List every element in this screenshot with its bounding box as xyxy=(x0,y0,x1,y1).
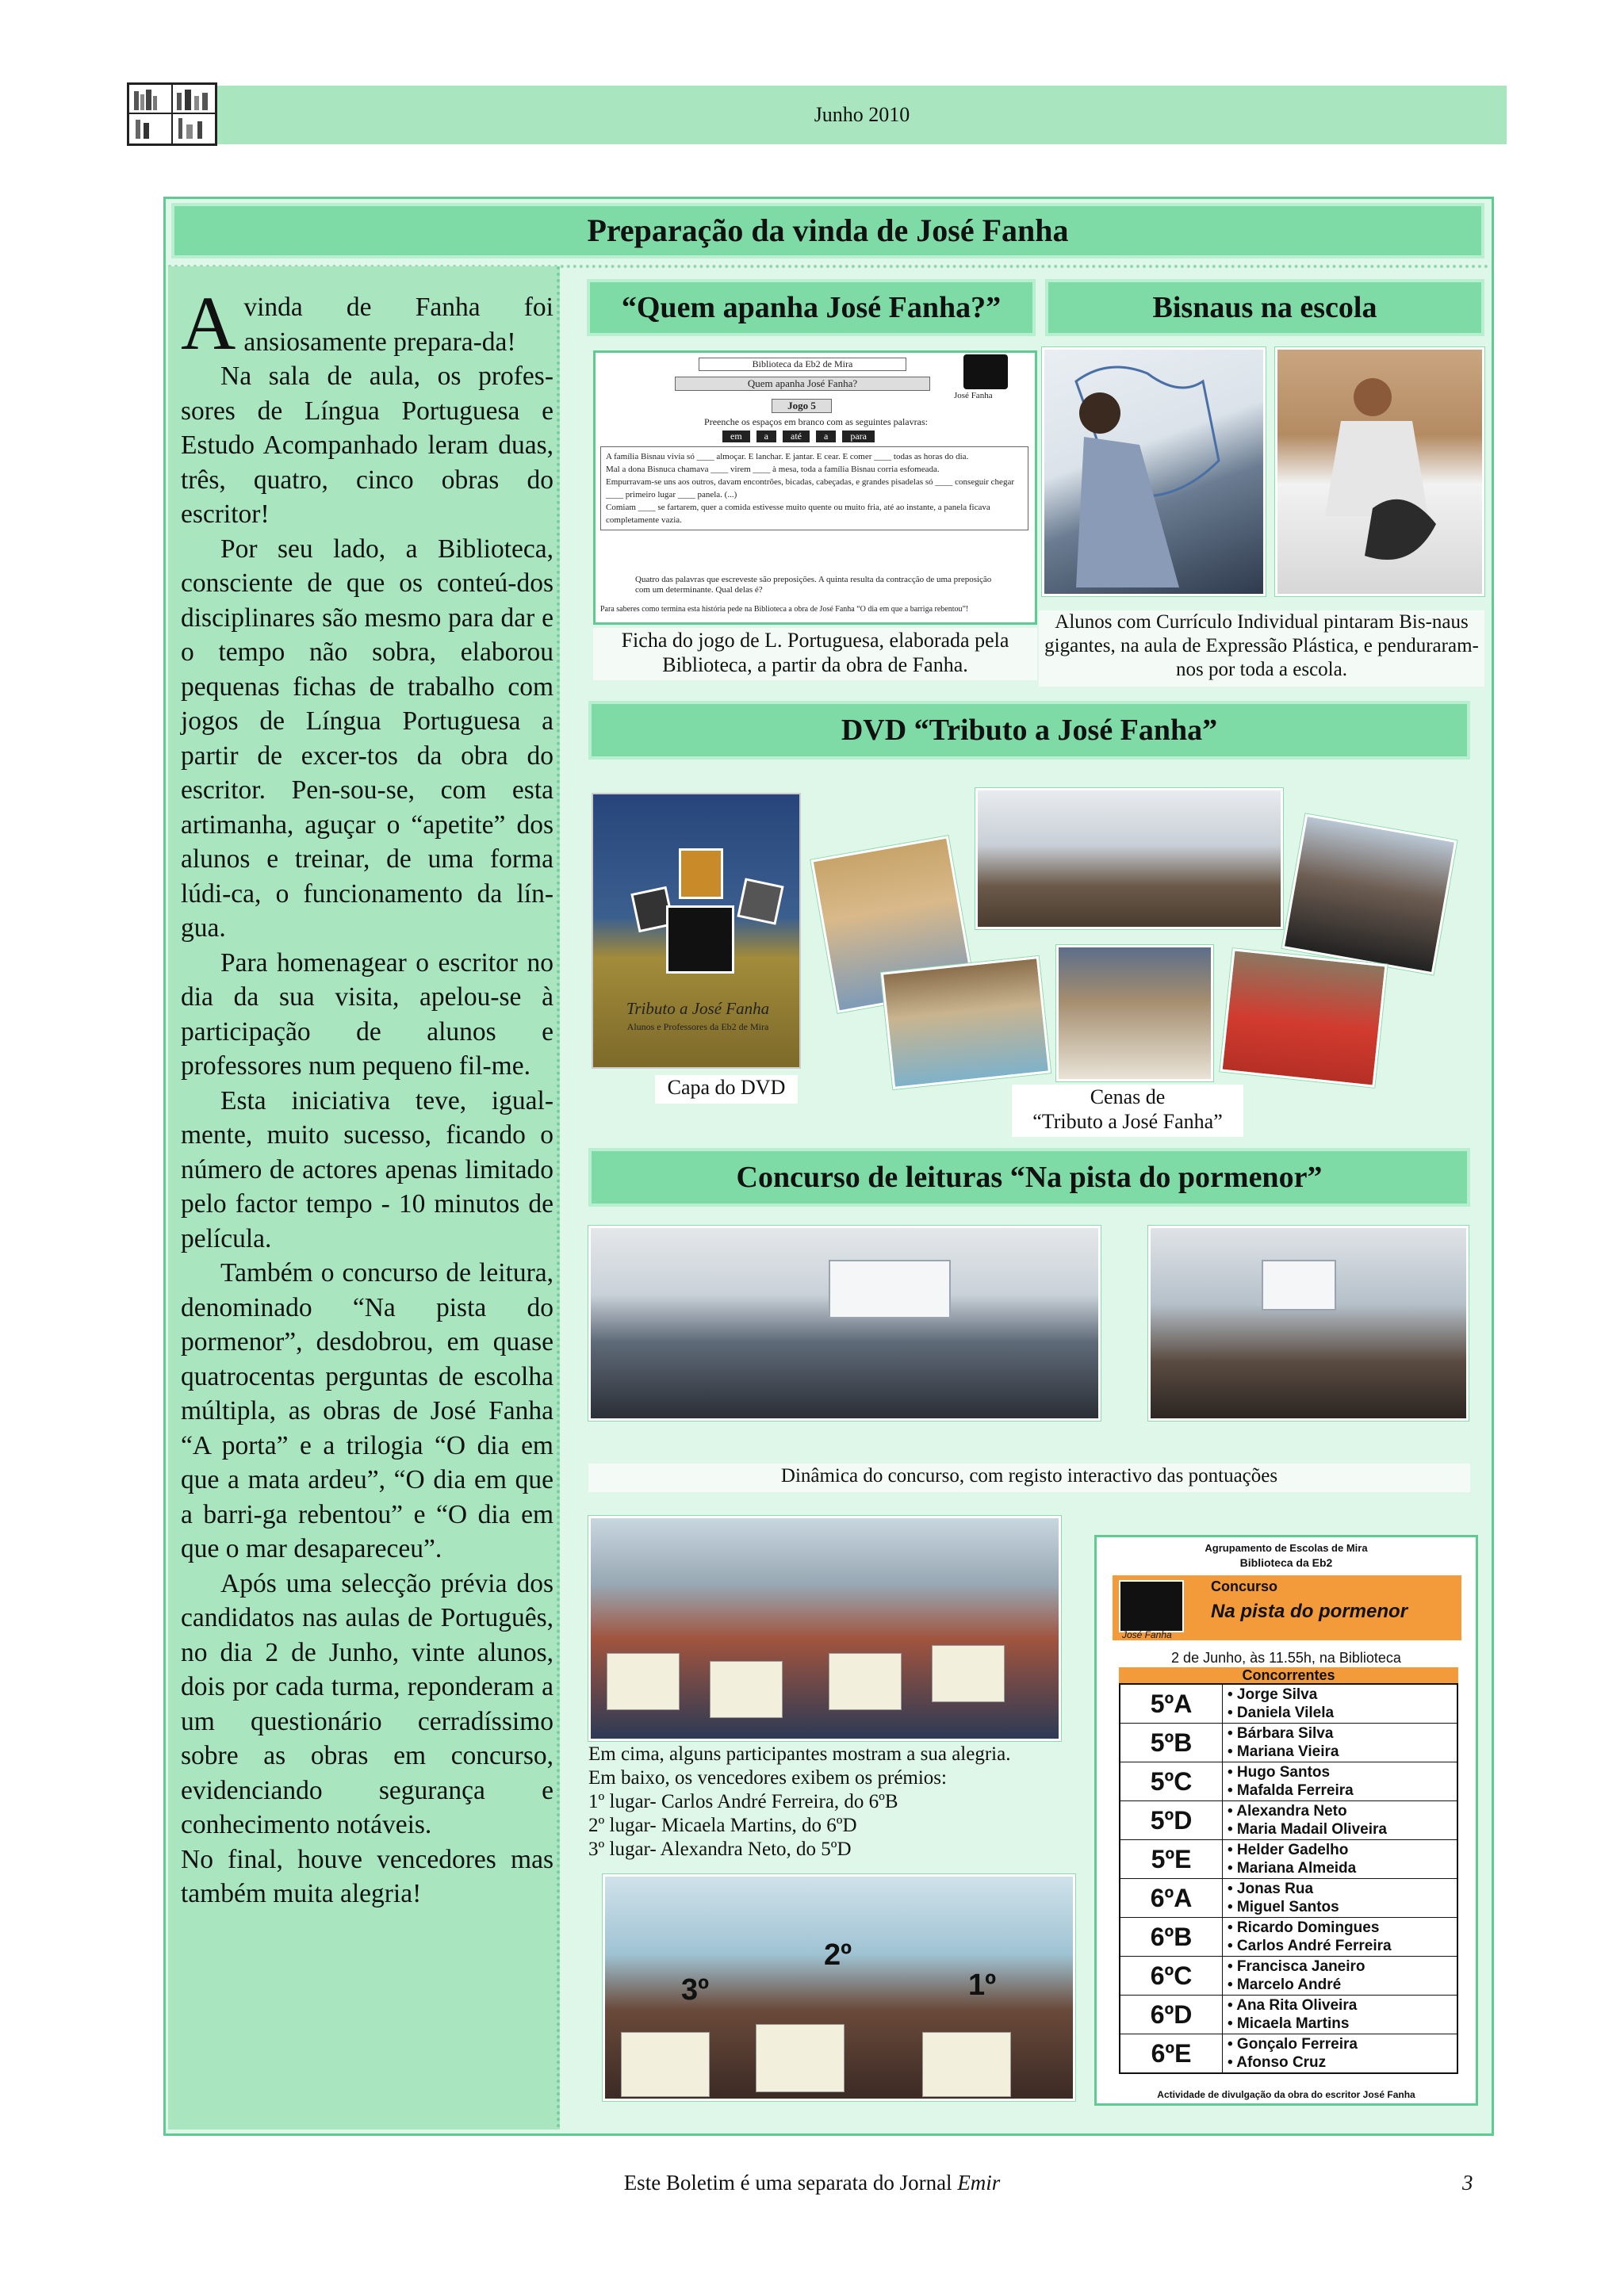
podium-third: 3º xyxy=(681,1973,710,2007)
contestant-names xyxy=(1223,1957,1457,1995)
photo-scene-girl-2 xyxy=(1056,945,1213,1081)
caption-line: 1º lugar- Carlos André Ferreira, do 6ºB xyxy=(588,1791,898,1812)
projection-screen xyxy=(829,1260,951,1318)
worksheet-instruction: Preenche os espaços em branco com as seguintes palavras: xyxy=(704,416,928,427)
word-bank xyxy=(722,430,929,442)
contestant-name: • Francisca Janeiro xyxy=(1228,1958,1365,1975)
poster-banner xyxy=(1113,1575,1461,1640)
diploma xyxy=(710,1661,783,1718)
poster-author: José Fanha xyxy=(1122,1629,1172,1640)
turma-label: 6ºB xyxy=(1120,1918,1223,1956)
caption-bisnaus: Alunos com Currículo Individual pintaram Bis-naus gigantes, na aula de Expressão Plástica, e penduraram-nos por toda a escola. xyxy=(1039,610,1484,687)
caption-dvd-cover: Capa do DVD xyxy=(655,1075,798,1104)
poster-footer: Actividade de divulgação da obra do escritor José Fanha xyxy=(1157,2089,1415,2100)
poster-name: Na pista do pormenor xyxy=(1211,1601,1408,1622)
caption-line: Cenas de xyxy=(1090,1085,1166,1108)
contestant-name: • Ana Rita Oliveira xyxy=(1228,1997,1358,2014)
dvd-thumb xyxy=(679,848,723,899)
worksheet-game: Jogo 5 xyxy=(772,399,832,413)
diploma xyxy=(607,1653,680,1710)
contestant-name: • Alexandra Neto xyxy=(1228,1803,1347,1820)
worksheet-question: Quatro das palavras que escreveste são preposições. A quinta resulta da contracção de uma preposição com um determinante. Qual delas é? xyxy=(635,575,992,595)
author-portrait xyxy=(963,354,1008,389)
photo-bisnau-painting-2 xyxy=(1275,347,1484,596)
contestant-row xyxy=(1120,1956,1457,1995)
caption-line: Em baixo, os vencedores exibem os prémios: xyxy=(588,1767,947,1789)
turma-label: 5ºA xyxy=(1120,1685,1223,1723)
contestant-name: • Mariana Vieira xyxy=(1228,1743,1339,1760)
contestant-name: • Afonso Cruz xyxy=(1228,2054,1327,2071)
page-footer xyxy=(0,2171,1624,2195)
diploma xyxy=(922,2032,1011,2097)
diploma xyxy=(756,2024,845,2092)
footer-journal: Emir xyxy=(957,2171,1001,2195)
worksheet-line: Empurravam-se uns aos outros, davam encontrões, bicadas, cabeçadas, e grandes pisadelas só ____ conseguir chegar ____ primeiro lugar ____ panela. (...) xyxy=(606,477,1014,499)
section-quem-apanha: “Quem apanha José Fanha?” xyxy=(587,279,1036,336)
photo-scene-boy xyxy=(1220,948,1387,1088)
article-paragraph: Também o concurso de leitura, denominado “Na pista do pormenor”, desdobrou, em quase quatrocentas perguntas de escolha múltipla, as obras de José Fanha “A porta” e a trilogia “O dia em que a mata ardeu”, “O dia em que a barri-ga rebentou” e “O dia em que o mar desapareceu”. xyxy=(181,1258,553,1563)
contestant-row xyxy=(1120,1839,1457,1878)
contestant-name: • Bárbara Silva xyxy=(1228,1725,1334,1742)
photo-scene-teachers xyxy=(975,788,1283,929)
diploma xyxy=(932,1645,1005,1702)
poster-header: Concorrentes xyxy=(1119,1667,1458,1683)
turma-label: 6ºE xyxy=(1120,2034,1223,2072)
word-chip: a xyxy=(816,430,836,442)
word-chip: em xyxy=(722,430,750,442)
worksheet-text xyxy=(600,446,1028,530)
photo-scene-girls xyxy=(1282,813,1457,974)
word-chip: para xyxy=(842,430,875,442)
article-paragraph: Avinda de Fanha foi ansiosamente prepara-da! xyxy=(181,281,553,365)
poster-label: Concurso xyxy=(1211,1578,1278,1594)
poster-org: Agrupamento de Escolas de Mira xyxy=(1205,1542,1368,1554)
contestant-name: • Marcelo André xyxy=(1228,1976,1342,1993)
contestant-row xyxy=(1120,1685,1457,1723)
contestants-table xyxy=(1119,1683,1458,2074)
contestant-name: • Carlos André Ferreira xyxy=(1228,1938,1392,1954)
contestant-name: • Daniela Vilela xyxy=(1228,1705,1335,1721)
caption-line: 3º lugar- Alexandra Neto, do 5ºD xyxy=(588,1839,852,1860)
contestant-names xyxy=(1223,1918,1457,1956)
caption-line: Em cima, alguns participantes mostram a sua alegria. xyxy=(588,1743,1011,1765)
turma-label: 6ºD xyxy=(1120,1996,1223,2034)
contestant-name: • Ricardo Domingues xyxy=(1228,1919,1380,1936)
contestant-name: • Micaela Martins xyxy=(1228,2015,1350,2032)
section-concurso: Concurso de leituras “Na pista do pormenor” xyxy=(588,1148,1470,1207)
page-number: 3 xyxy=(1462,2171,1473,2195)
caption-winners xyxy=(588,1743,1061,1862)
contestant-name: • Helder Gadelho xyxy=(1228,1842,1349,1858)
contestant-names xyxy=(1223,1724,1457,1762)
issue-date: Junho 2010 xyxy=(814,103,910,126)
photo-contest-room xyxy=(588,1226,1101,1421)
poster-date: 2 de Junho, às 11.55h, na Biblioteca xyxy=(1171,1650,1401,1666)
caption-line: 2º lugar- Micaela Martins, do 6ºD xyxy=(588,1815,857,1836)
photo-participants xyxy=(588,1516,1061,1741)
article-closing: No final, houve vencedores mas também muita alegria! xyxy=(181,1844,553,1908)
article-paragraph: Na sala de aula, os profes-sores de Língua Portuguesa e Estudo Acompanhado leram duas, três, quatro, cinco obras do escritor! xyxy=(181,362,553,529)
projection-screen xyxy=(1262,1260,1336,1311)
contestant-names xyxy=(1223,1685,1457,1723)
turma-label: 5ºD xyxy=(1120,1801,1223,1839)
contestant-row xyxy=(1120,2034,1457,2072)
contestant-row xyxy=(1120,1800,1457,1839)
podium-first: 1º xyxy=(968,1969,997,2002)
contestant-name: • Hugo Santos xyxy=(1228,1764,1331,1781)
contestant-row xyxy=(1120,1762,1457,1800)
worksheet-footnote: Para saberes como termina esta história pede na Biblioteca a obra de José Fanha “O dia em que a barriga rebentou”! xyxy=(600,605,969,614)
author-portrait xyxy=(666,905,734,974)
photo-winners xyxy=(603,1874,1075,2101)
article-paragraph: Por seu lado, a Biblioteca, consciente de que os conteú-dos disciplinares são mesmo para dar e o tempo não sobra, elaborou pequenas fichas de trabalho com jogos de Língua Portuguesa a partir de excer-tos da obra do escritor. Pen-sou-se, com esta artimanha, aguçar o “apetite” dos alunos e treinar, de uma forma lúdi-ca, o funcionamento da lín-gua. xyxy=(181,534,553,943)
caption-line: “Tributo a José Fanha” xyxy=(1032,1110,1223,1133)
contestant-names xyxy=(1223,1996,1457,2034)
contestant-names xyxy=(1223,1801,1457,1839)
turma-label: 6ºA xyxy=(1120,1879,1223,1917)
contestant-names xyxy=(1223,1840,1457,1878)
article-paragraph: Após uma selecção prévia dos candidatos nas aulas de Português, no dia 2 de Junho, vinte alunos, dois por cada turma, reponderam a um questionário cerradíssimo sobre as obras em concurso, evidenciando segurança e conhecimento notáveis. xyxy=(181,1568,553,1839)
dvd-thumb xyxy=(737,878,783,924)
poster-school: Biblioteca da Eb2 xyxy=(1239,1556,1333,1569)
photo-bisnau-painting-1 xyxy=(1042,347,1266,596)
worksheet-author: José Fanha xyxy=(954,391,993,400)
author-portrait xyxy=(1119,1580,1184,1632)
contestant-names xyxy=(1223,1879,1457,1917)
word-chip: até xyxy=(783,430,810,442)
word-chip: a xyxy=(756,430,776,442)
section-bisnaus: Bisnaus na escola xyxy=(1045,279,1484,336)
contestant-row xyxy=(1120,1723,1457,1762)
contestant-name: • Gonçalo Ferreira xyxy=(1228,2036,1358,2053)
podium-second: 2º xyxy=(824,1938,852,1972)
caption-cenas xyxy=(1012,1085,1243,1137)
worksheet-line: Mal a dona Bisnuca chamava ____ virem ____ à mesa, toda a família Bisnau corria esfomeada. xyxy=(606,465,940,474)
article-paragraph: Esta iniciativa teve, igual-mente, muito sucesso, ficando o número de actores apenas limitado pelo factor tempo - 10 minutos de película. xyxy=(181,1085,553,1253)
worksheet-school: Biblioteca da Eb2 de Mira xyxy=(699,358,906,371)
contestant-name: • Jorge Silva xyxy=(1228,1686,1318,1703)
turma-label: 5ºE xyxy=(1120,1840,1223,1878)
contestant-names xyxy=(1223,2034,1457,2072)
photo-contest-presenter xyxy=(1148,1226,1469,1421)
article-paragraph: Para homenagear o escritor no dia da sua visita, apelou-se à participação de alunos e professores num pequeno fil-me. xyxy=(181,947,553,1081)
diploma xyxy=(621,2032,710,2097)
contestant-name: • Mafalda Ferreira xyxy=(1228,1782,1354,1799)
contestant-row xyxy=(1120,1917,1457,1956)
section-dvd: DVD “Tributo a José Fanha” xyxy=(588,701,1470,760)
dropcap: A xyxy=(181,281,236,365)
library-logo xyxy=(127,82,217,146)
caption-ficha: Ficha do jogo de L. Portuguesa, elaborada pela Biblioteca, a partir da obra de Fanha. xyxy=(593,628,1037,680)
contestant-name: • Mariana Almeida xyxy=(1228,1860,1357,1877)
contestant-name: • Jonas Rua xyxy=(1228,1881,1314,1897)
worksheet-title: Quem apanha José Fanha? xyxy=(675,377,930,391)
turma-label: 5ºC xyxy=(1120,1762,1223,1800)
caption-dinamica: Dinâmica do concurso, com registo interactivo das pontuações xyxy=(588,1464,1470,1492)
contestant-name: • Miguel Santos xyxy=(1228,1899,1339,1915)
worksheet-image xyxy=(593,350,1037,625)
contestant-row xyxy=(1120,1878,1457,1917)
contestant-names xyxy=(1223,1762,1457,1800)
worksheet-line: A família Bisnau vivia só ____ almoçar. E lanchar. E jantar. E cear. E comer ____ todas as horas do dia. xyxy=(606,452,969,461)
dvd-cover-image xyxy=(592,793,801,1069)
contest-poster xyxy=(1094,1535,1478,2106)
diploma xyxy=(829,1653,902,1710)
contestant-row xyxy=(1120,1995,1457,2034)
turma-label: 5ºB xyxy=(1120,1724,1223,1762)
article-body xyxy=(181,281,553,1911)
dvd-title: Tributo a José Fanha xyxy=(626,999,770,1018)
footer-text: Este Boletim é uma separata do Jornal xyxy=(623,2171,958,2195)
worksheet-line: Comiam ____ se fartarem, quer a comida estivesse muito quente ou muito fria, até ao instante, a panela ficava completamente vazia. xyxy=(606,503,990,525)
turma-label: 6ºC xyxy=(1120,1957,1223,1995)
dvd-subtitle: Alunos e Professores da Eb2 de Mira xyxy=(626,1021,769,1032)
photo-scene-girl-1 xyxy=(881,956,1051,1089)
page-title: Preparação da vinda de José Fanha xyxy=(587,212,1069,248)
contestant-name: • Maria Madail Oliveira xyxy=(1228,1821,1387,1838)
